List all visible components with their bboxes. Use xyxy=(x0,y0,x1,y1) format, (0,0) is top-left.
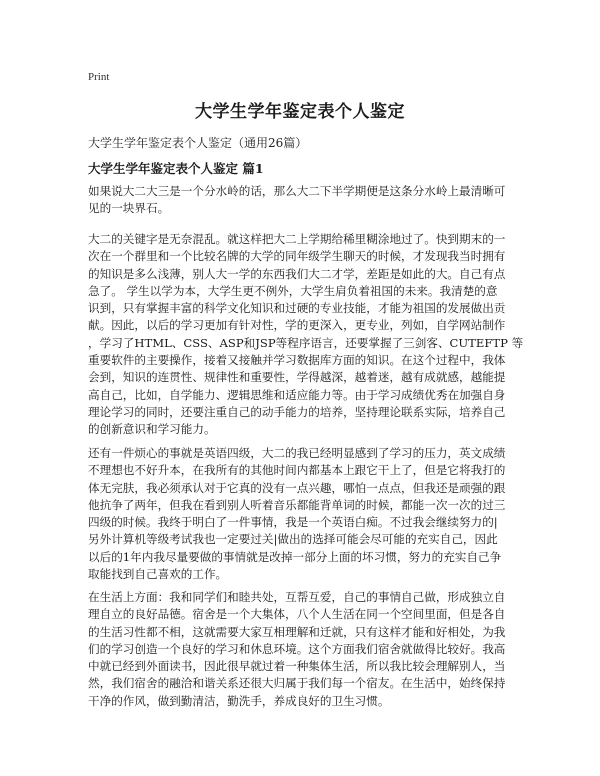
paragraph-line: 他抗争了两年，但我在看到别人听着音乐都能背单词的时候，都能一次一次的过三 xyxy=(88,497,506,512)
paragraph-line: 然，我们宿舍的融洽和谐关系还很大归属于我们每一个宿友。在生活中，始终保持 xyxy=(88,676,506,691)
paragraph-4 xyxy=(88,589,516,710)
paragraph-line: ，学习了HTML、CSS、ASP和JSP等程序语言，还要掌握了三剑客、CUTEFTP 等 xyxy=(88,335,524,350)
paragraph-line: 高自己，比如，自学能力、逻辑思维和适应能力等。由于学习成绩优秀在加强自身 xyxy=(88,387,506,402)
paragraph-line: 体无完肤，我必须承认对于它真的没有一点兴趣，哪怕一点点，但我还是顽强的跟 xyxy=(88,480,506,495)
paragraph-line: 们的学习创造一个良好的学习和休息环境。这个方面我们宿舍就做得比较好。我高 xyxy=(88,641,506,656)
paragraph-line: 的生活习性都不相，这就需要大家互相理解和迁就，只有这样才能和好相处，为我 xyxy=(88,624,506,639)
document-title: 大学生学年鉴定表个人鉴定 xyxy=(195,102,405,122)
paragraph-line: 还有一件烦心的事就是英语四级，大二的我已经明显感到了学习的压力，英文成绩 xyxy=(88,446,506,460)
paragraph-line: 另外计算机等级考试我也一定要过关|做出的选择可能会尽可能的充实自己，因此 xyxy=(88,532,498,547)
paragraph-line: 献。因此，以后的学习更加有针对性，学的更深入，更专业，列如，自学网站制作 xyxy=(88,318,506,333)
paragraph-line: 取能找到自己喜欢的工作。 xyxy=(88,567,228,582)
paragraph-1 xyxy=(88,183,516,218)
paragraph-line: 见的一块界石。 xyxy=(88,201,170,216)
print-label: Print xyxy=(88,71,110,83)
paragraph-line: 次在一个群里和一个比较名牌的大学的同年级学生聊天的时候，才发现我当时拥有 xyxy=(88,249,506,264)
paragraph-line: 以后的1年内我尽量要做的事情就是改掉一部分上面的坏习惯，努力的充实自己争 xyxy=(88,549,502,564)
paragraph-line: 的知识是多么浅薄，别人大一学的东西我们大二才学，差距是如此的大。自己有点 xyxy=(88,266,506,281)
paragraph-line: 不理想也不好升本，在我所有的其他时间内都基本上跟它干上了，但是它将我打的 xyxy=(88,463,506,478)
paragraph-line: 理论学习的同时，还要注重自己的动手能力的培养，坚持理论联系实际，培养自己 xyxy=(88,404,506,419)
paragraph-line: 在生活上方面：我和同学们和睦共处，互帮互爱，自己的事情自己做，形成独立自 xyxy=(88,590,506,604)
document-subtitle: 大学生学年鉴定表个人鉴定（通用26篇） xyxy=(88,136,308,150)
paragraph-line: 急了。 学生以学为本，大学生更不例外，大学生肩负着祖国的未来。我清楚的意 xyxy=(88,283,498,298)
paragraph-line: 会到，知识的连贯性、规律性和重要性，学得越深，越着迷，越有成就感，越能提 xyxy=(88,370,506,385)
paragraph-line: 四级的时候。我终于明白了一件事情，我是一个英语白痴。不过我会继续努力的| xyxy=(88,515,498,530)
paragraph-3 xyxy=(88,445,516,583)
section-heading: 大学生学年鉴定表个人鉴定 篇1 xyxy=(88,161,264,176)
paragraph-line: 大二的关键字是无奈混乱。就这样把大二上学期给稀里糊涂地过了。快到期末的一 xyxy=(88,232,506,246)
paragraph-line: 识到，只有掌握丰富的科学文化知识和过硬的专业技能，才能为祖国的发展做出贡 xyxy=(88,301,506,316)
paragraph-line: 中就已经到外面读书，因此很早就过着一种集体生活，所以我比较会理解别人，当 xyxy=(88,659,506,674)
paragraph-line: 理自立的良好品德。宿舍是一个大集体，八个人生活在同一个空间里面，但是各自 xyxy=(88,607,506,622)
paragraph-2 xyxy=(88,231,524,439)
paragraph-line: 干净的作风，做到勤清洁，勤洗手，养成良好的卫生习惯。 xyxy=(88,693,390,708)
paragraph-line: 重要软件的主要操作，接着又接触并学习数据库方面的知识。在这个过程中，我体 xyxy=(88,353,506,368)
paragraph-line: 如果说大二大三是一个分水岭的话，那么大二下半学期便是这条分水岭上最清晰可 xyxy=(88,184,506,198)
paragraph-line: 的创新意识和学习能力。 xyxy=(88,422,216,437)
